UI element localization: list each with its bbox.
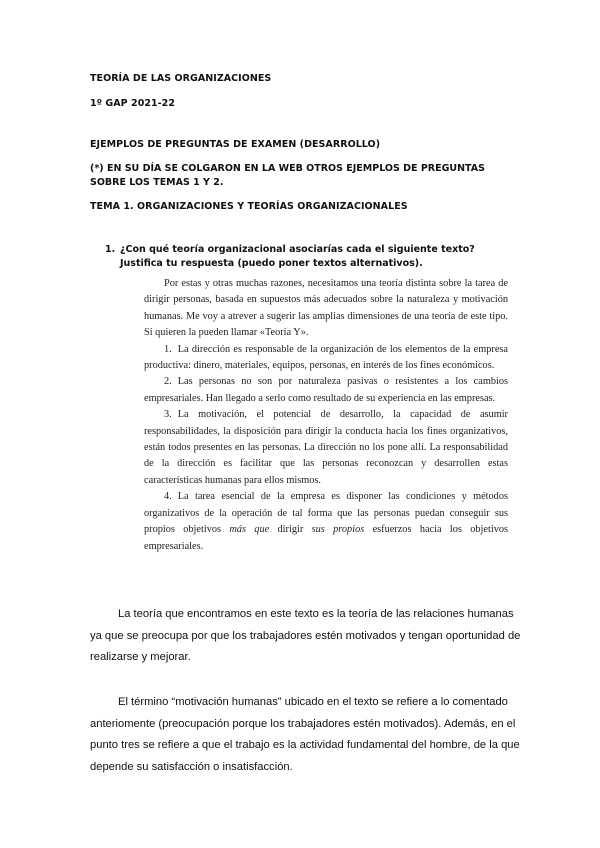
quote-item-text: La tarea esencial de la empresa es disponer las condiciones y métodos organizativos de la operación de tal forma que las personas puedan conseguir sus propios objetivos bbox=[144, 491, 508, 536]
quote-item-number: 4. bbox=[164, 491, 172, 503]
question-1 bbox=[105, 243, 515, 271]
quote-item-text: Las personas no son por naturaleza pasivas o resistentes a los cambios empresariales. Han llegado a serlo como resultado de su experiencia en las empresas. bbox=[144, 376, 508, 404]
quoted-excerpt bbox=[144, 276, 508, 555]
quote-item-number: 1. bbox=[164, 343, 172, 355]
quote-item-text: esfuerzos hacia los objetivos empresariales. bbox=[144, 524, 509, 552]
quote-emphasis: más que bbox=[229, 524, 270, 536]
question-text: ¿Con qué teoría organizacional asociarías cada el siguiente texto? Justifica tu respuesta (puedo poner textos alternativos). bbox=[120, 244, 475, 269]
course-title: TEORÍA DE LAS ORGANIZACIONES bbox=[90, 73, 272, 84]
answer-text: El término “motivación humanas” ubicado en el texto se refiere a lo comentado anteriomente (preocupación porque los trabajadores estén motivados). Además, en el punto tres se refiere a que el trabajo es la actividad fundamental del hombre, de la que depende su satisfacción o insatisfacción. bbox=[90, 696, 520, 773]
quote-item-text: La dirección es responsable de la organización de los elementos de la empresa productiva: dinero, materiales, equipos, personas, en interés de los fines económicos. bbox=[144, 343, 508, 372]
question-number: 1. bbox=[105, 244, 116, 255]
note-text: (*) EN SU DÍA SE COLGARON EN LA WEB OTROS EJEMPLOS DE PREGUNTAS SOBRE LOS TEMAS 1 Y 2. bbox=[90, 163, 485, 188]
quote-item bbox=[144, 407, 508, 489]
quote-item-number: 2. bbox=[164, 376, 172, 388]
quote-item-number: 3. bbox=[164, 409, 172, 421]
quote-emphasis: sus propios bbox=[311, 524, 365, 536]
answer-text: La teoría que encontramos en este texto es la teoría de las relaciones humanas ya que se preocupa por que los trabajadores estén motivados y tengan oportunidad de realizarse y mejorar. bbox=[90, 608, 521, 663]
quote-item bbox=[144, 489, 508, 555]
exam-title: EJEMPLOS DE PREGUNTAS DE EXAMEN (DESARROLLO) bbox=[90, 139, 381, 150]
topic-heading: TEMA 1. ORGANIZACIONES Y TEORÍAS ORGANIZACIONALES bbox=[90, 201, 408, 212]
quote-item bbox=[144, 342, 508, 375]
quote-intro: Por estas y otras muchas razones, necesitamos una teoría distinta sobre la tarea de dirigir personas, basada en supuestos más adecuados sobre la naturaleza y motivación humanas. Me voy a atrever a sugerir las amplias dimensiones de una teoría de este tipo. Si quieren la pueden llamar «Teoría Y». bbox=[144, 278, 508, 339]
group-label: 1º GAP 2021-22 bbox=[90, 98, 175, 109]
answer-paragraph-1 bbox=[90, 604, 522, 669]
quote-item-text: La motivación, el potencial de desarrollo, la capacidad de asumir responsabilidades, la disposición para dirigir la conducta hacia los fines organizativos, están todos presentes en las personas. La dirección no los pone allí. La responsabilidad de la dirección es facilitar que las personas reconozcan y desarrollen estas características humanas para ellos mismos. bbox=[144, 409, 508, 486]
answer-paragraph-2 bbox=[90, 692, 522, 778]
quote-list bbox=[144, 342, 508, 555]
quote-item bbox=[144, 374, 508, 407]
quote-item-text: dirigir bbox=[269, 524, 312, 536]
